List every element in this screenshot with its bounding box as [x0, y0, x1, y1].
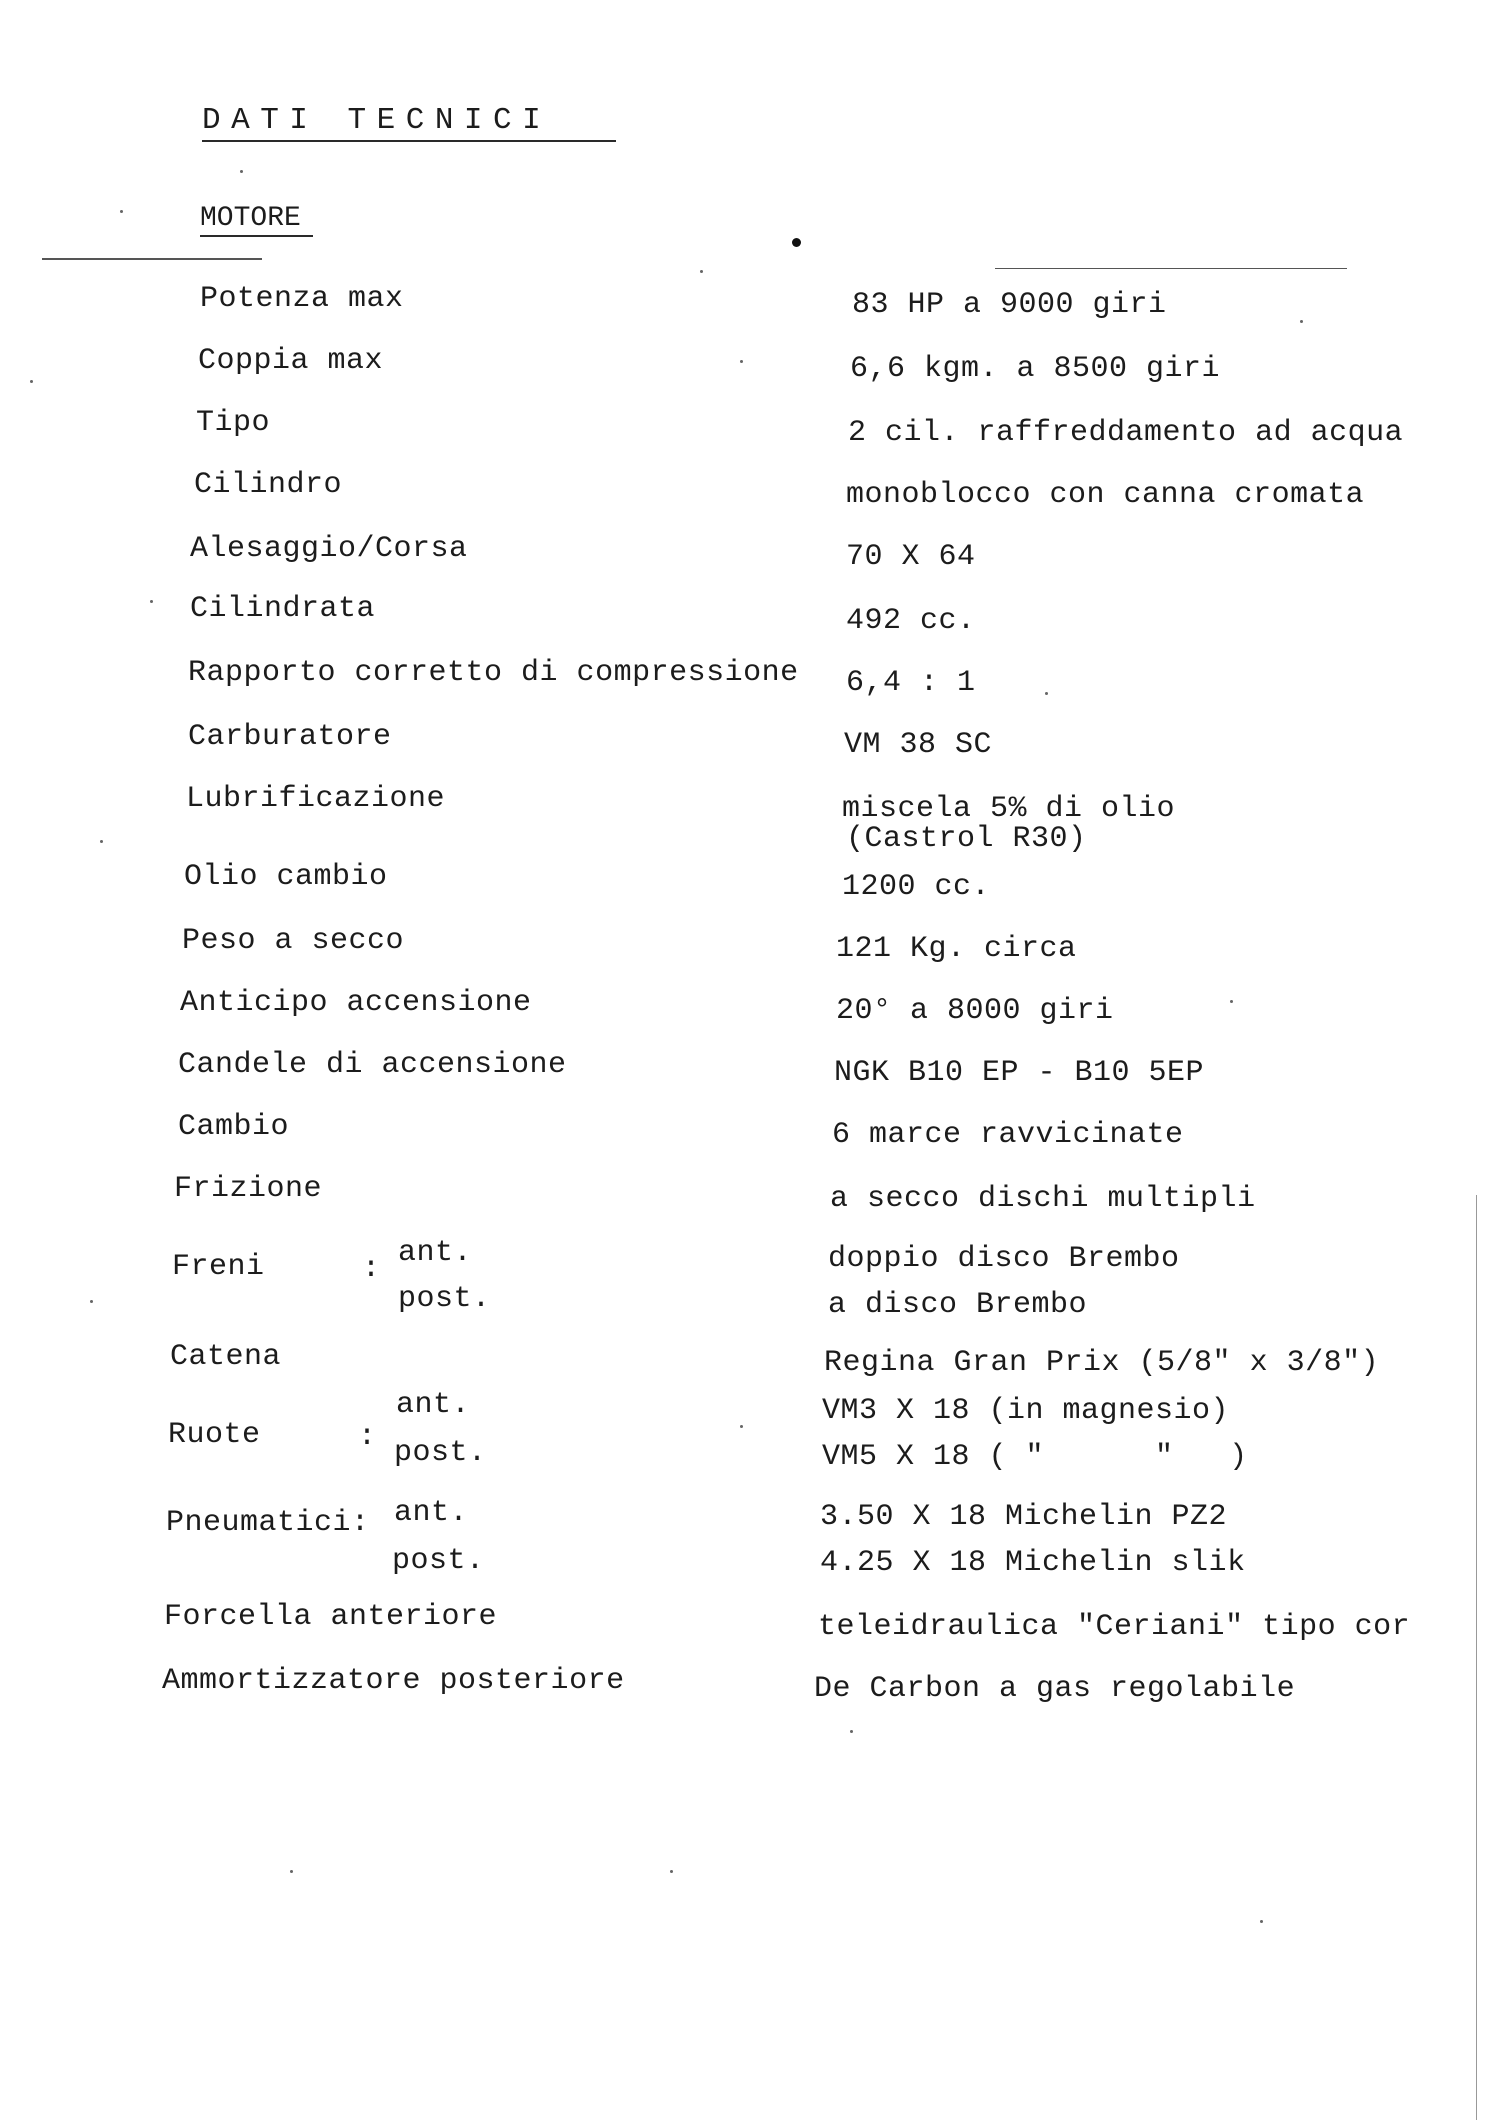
spec-label: Carburatore: [188, 720, 392, 754]
spec-value: a secco dischi multipli: [830, 1182, 1256, 1216]
spec-value: 3.50 X 18 Michelin PZ2: [820, 1500, 1228, 1534]
section-underline: [200, 235, 313, 237]
spec-value: 6,6 kgm. a 8500 giri: [850, 352, 1221, 386]
page-title: DATI TECNICI: [202, 103, 552, 138]
scan-speck: [670, 1870, 673, 1873]
scan-speck: [150, 600, 153, 603]
scan-speck: [290, 1870, 293, 1873]
spec-value: miscela 5% di olio: [842, 792, 1176, 826]
scan-speck: [740, 1425, 743, 1428]
scan-dash-right: [995, 268, 1347, 269]
scan-speck: [30, 380, 33, 383]
scan-dash-left: [42, 258, 262, 260]
spec-value: De Carbon a gas regolabile: [814, 1672, 1296, 1706]
spec-sublabel-post: post.: [394, 1436, 487, 1470]
spec-value: VM 38 SC: [844, 728, 993, 762]
spec-value: 70 X 64: [846, 540, 976, 574]
spec-value: 2 cil. raffreddamento ad acqua: [848, 416, 1404, 450]
spec-value: teleidraulica "Ceriani" tipo cor: [818, 1610, 1411, 1644]
spec-value: 1200 cc.: [842, 870, 991, 904]
spec-label: Peso a secco: [182, 924, 405, 958]
spec-value: 492 cc.: [846, 604, 976, 638]
spec-label: Lubrificazione: [186, 782, 446, 816]
scan-speck: [90, 1300, 93, 1303]
scan-speck: [1230, 1000, 1233, 1003]
scan-speck: [1300, 320, 1303, 323]
scan-dot: [792, 238, 801, 247]
spec-sublabel-post: post.: [392, 1544, 485, 1578]
spec-label-pneumatici: Pneumatici:: [166, 1506, 370, 1540]
spec-label-catena: Catena: [170, 1340, 282, 1374]
scan-speck: [120, 210, 123, 213]
spec-label-forcella: Forcella anteriore: [164, 1600, 498, 1634]
scan-edge-line: [1476, 1195, 1477, 2120]
spec-label: Cilindro: [194, 468, 343, 502]
spec-label: Alesaggio/Corsa: [190, 532, 468, 566]
scan-speck: [740, 360, 743, 363]
spec-label: Tipo: [196, 406, 271, 440]
section-heading-motore: MOTORE: [200, 203, 301, 234]
spec-value: 4.25 X 18 Michelin slik: [820, 1546, 1246, 1580]
spec-value: 121 Kg. circa: [836, 932, 1077, 966]
spec-value: NGK B10 EP - B10 5EP: [834, 1056, 1205, 1090]
spec-label-ruote: Ruote: [168, 1418, 261, 1452]
spec-value: monoblocco con canna cromata: [846, 478, 1365, 512]
spec-label-ammortizzatore: Ammortizzatore posteriore: [162, 1664, 625, 1698]
spec-label: Candele di accensione: [178, 1048, 567, 1082]
spec-value: 6 marce ravvicinate: [832, 1118, 1184, 1152]
spec-colon: :: [362, 1252, 381, 1286]
spec-value: doppio disco Brembo: [828, 1242, 1180, 1276]
scan-speck: [240, 170, 243, 173]
spec-value: a disco Brembo: [828, 1288, 1088, 1322]
scan-speck: [100, 840, 103, 843]
spec-value: VM5 X 18 ( " " ): [822, 1440, 1248, 1474]
spec-label: Potenza max: [200, 282, 404, 316]
scan-speck: [700, 270, 703, 273]
spec-sublabel-ant: ant.: [396, 1388, 471, 1422]
scan-speck: [1260, 1920, 1263, 1923]
spec-value: 83 HP a 9000 giri: [852, 288, 1167, 322]
title-underline: [202, 140, 616, 142]
spec-sublabel-ant: ant.: [394, 1496, 469, 1530]
spec-value: 6,4 : 1: [846, 666, 976, 700]
spec-label: Frizione: [174, 1172, 323, 1206]
spec-label: Olio cambio: [184, 860, 388, 894]
spec-label: Coppia max: [198, 344, 384, 378]
spec-sublabel-post: post.: [398, 1282, 491, 1316]
spec-value: VM3 X 18 (in magnesio): [822, 1394, 1230, 1428]
spec-colon: :: [358, 1420, 377, 1454]
spec-label: Cilindrata: [190, 592, 376, 626]
spec-label: Cambio: [178, 1110, 290, 1144]
spec-label: Anticipo accensione: [180, 986, 532, 1020]
spec-label: Rapporto corretto di compressione: [188, 656, 799, 690]
scan-speck: [1045, 692, 1048, 695]
spec-value: Regina Gran Prix (5/8" x 3/8"): [824, 1346, 1380, 1380]
spec-label-freni: Freni: [172, 1250, 265, 1284]
spec-sublabel-ant: ant.: [398, 1236, 473, 1270]
spec-value: 20° a 8000 giri: [836, 994, 1114, 1028]
scan-speck: [850, 1730, 853, 1733]
spec-value-continued: (Castrol R30): [846, 822, 1087, 856]
